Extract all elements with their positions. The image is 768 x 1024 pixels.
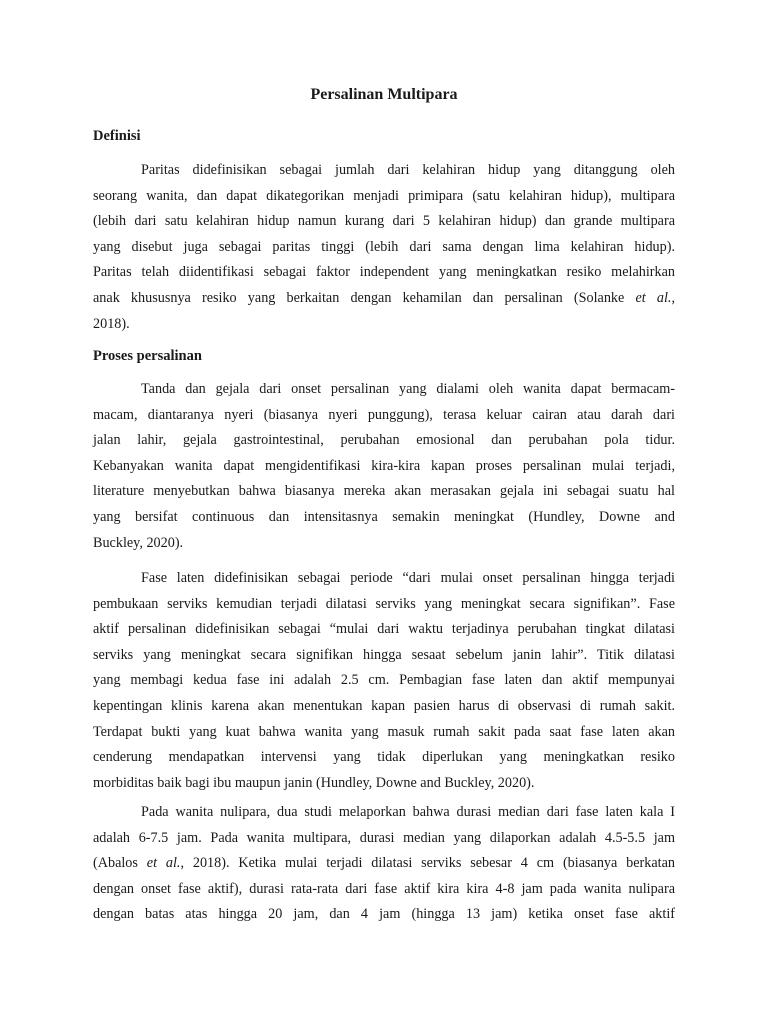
text-line: jalan lahir, gejala gastrointestinal, perubahan emosional dan perubahan pola tidur. — [93, 432, 675, 449]
text-line: literature menyebutkan bahwa biasanya mereka akan merasakan gejala ini sebagai suatu hal — [93, 483, 675, 500]
text-line: yang bersifat continuous dan intensitasnya semakin meningkat (Hundley, Downe and — [93, 508, 675, 525]
text-line: Pada wanita nulipara, dua studi melaporkan bahwa durasi median dari fase laten kala I — [141, 804, 675, 820]
text-line: Fase laten didefinisikan sebagai periode “dari mulai onset persalinan hingga terjadi — [141, 570, 675, 586]
section-heading-proses-persalinan: Proses persalinan — [93, 348, 202, 364]
text-line: 2018). — [93, 315, 130, 332]
text-line: aktif persalinan didefinisikan sebagai “mulai dari waktu terjadinya perubahan tingkat dilatasi — [93, 621, 675, 638]
paragraph-proses-2 — [93, 566, 675, 796]
line-text: anak khususnya resiko yang berkaitan dengan kehamilan dan persalinan (Solanke et al., — [93, 289, 676, 306]
document-title: Persalinan Multipara — [310, 86, 458, 103]
citation-et-al: et al. — [146, 855, 181, 872]
text-line: dengan batas atas hingga 20 jam, dan 4 jam (hingga 13 jam) ketika onset fase aktif — [93, 906, 675, 923]
text-line: Paritas telah diidentifikasi sebagai faktor independent yang meningkatkan resiko melahirkan — [93, 264, 675, 281]
text-line: dengan onset fase aktif), durasi rata-rata dari fase aktif kira kira 4-8 jam pada wanita nulipara — [93, 880, 675, 897]
citation-et-al: et al. — [635, 289, 672, 306]
text-line: pembukaan serviks kemudian terjadi dilatasi serviks yang meningkat secara signifikan”. Fase — [93, 595, 675, 612]
text-line: Kebanyakan wanita dapat mengidentifikasi kira-kira kapan proses persalinan mulai terjadi, — [93, 457, 675, 474]
text-line: macam, diantaranya nyeri (biasanya nyeri punggung), terasa keluar cairan atau darah dari — [93, 406, 675, 423]
paragraph-proses-1 — [93, 377, 675, 556]
paragraph-definisi — [93, 158, 675, 337]
text-line: adalah 6-7.5 jam. Pada wanita multipara, durasi median yang dilaporkan adalah 4.5-5.5 jam — [93, 829, 675, 846]
section-heading-definisi: Definisi — [93, 128, 141, 144]
text-line: yang disebut juga sebagai paritas tinggi (lebih dari sama dengan lima kelahiran hidup). — [93, 238, 675, 255]
text-line: yang membagi kedua fase ini adalah 2.5 cm. Pembagian fase laten dan aktif mempunyai — [93, 672, 675, 689]
text-line: Paritas didefinisikan sebagai jumlah dari kelahiran hidup yang ditanggung oleh — [141, 162, 675, 178]
text-line: seorang wanita, dan dapat dikategorikan menjadi primipara (satu kelahiran hidup), multipara — [93, 187, 675, 204]
text-line: morbiditas baik bagi ibu maupun janin (Hundley, Downe and Buckley, 2020). — [93, 774, 535, 791]
text-line: kepentingan klinis karena akan menentukan kapan pasien harus di observasi di rumah sakit. — [93, 697, 675, 714]
text-line: serviks yang meningkat secara signifikan hingga sesaat sebelum janin lahir”. Titik dilatasi — [93, 646, 675, 663]
paragraph-proses-3 — [93, 800, 675, 928]
text-line-with-citation — [93, 286, 675, 312]
text-line: Terdapat bukti yang kuat bahwa wanita yang masuk rumah sakit pada saat fase laten akan — [93, 723, 675, 740]
text-line: Tanda dan gejala dari onset persalinan yang dialami oleh wanita dapat bermacam- — [141, 381, 675, 397]
text-line: (lebih dari satu kelahiran hidup namun kurang dari 5 kelahiran hidup) dan grande multipara — [93, 213, 675, 230]
text-line: Buckley, 2020). — [93, 534, 184, 551]
text-line: (Abalos et al., 2018). Ketika mulai terjadi dilatasi serviks sebesar 4 cm (biasanya berkatan — [93, 855, 675, 872]
text-line: cenderung mendapatkan intervensi yang tidak diperlukan yang meningkatkan resiko — [93, 749, 675, 766]
